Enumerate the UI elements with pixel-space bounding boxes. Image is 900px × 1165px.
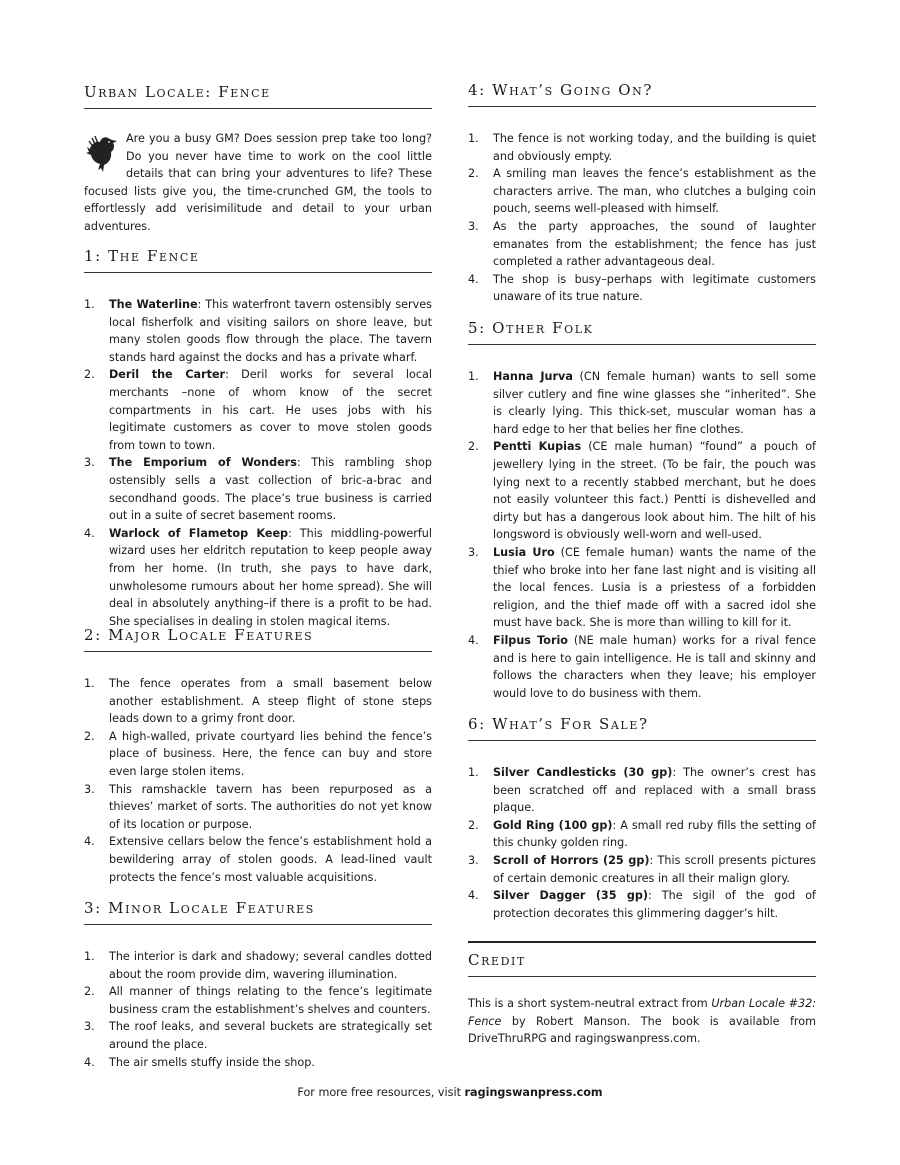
list-item: 4. The air smells stuffy inside the shop. [84,1055,315,1069]
going-on-list [468,130,816,306]
credit-heading: Credit [468,950,816,977]
going-on-heading: 4: What’s Going On? [468,80,816,107]
list-item: 2. A smiling man leaves the fence’s establishment as the characters arrive. The man, who clutches a bulging coin pouch, seems well-pleased with himself. [468,167,816,216]
list-item: 3. The Emporium of Wonders: This rambling shop ostensibly sells a vast collection of bric-a-brac and secondhand goods. The place’s true business is carried out in a suite of secret basement rooms. [84,456,432,523]
credit-divider [468,941,816,943]
intro-text: Are you a busy GM? Does session prep take too long? Do you never have time to work on the cool little details that can bring your adventures to life? These focused lists give you, the time-crunched GM, the tools to effortlessly add verisimilitude and detail to your urban adventures. [84,132,432,233]
title-section [84,82,432,109]
minor-section [84,898,432,1071]
list-item: 2. Deril the Carter: Deril works for several local merchants –none of whom know of the secret compartments in his cart. He uses jobs with his legitimate customers as cover to move stolen goods from town to town. [84,368,432,452]
major-section [84,625,432,886]
fence-heading: 1: The Fence [84,246,432,273]
list-item: 1. Hanna Jurva (CN female human) wants to sell some silver cutlery and fine wine glasses she “inherited”. She is clearly lying. This thick-set, muscular woman has a hard edge to her that belies her fine clothes. [468,370,816,436]
for-sale-heading: 6: What’s For Sale? [468,714,816,741]
credit-text: This is a short system-neutral extract from Urban Locale #32: Fence by Robert Manson. The book is available from DriveThruRPG and ragingswanpress.com. [468,997,817,1046]
major-heading: 2: Major Locale Features [84,625,432,652]
list-item: 3. The roof leaks, and several buckets are strategically set around the place. [84,1020,432,1051]
footer: For more free resources, visit ragingswanpress.com [297,1086,603,1099]
list-item: 2. Pentti Kupias (CE male human) “found” a pouch of jewellery lying in the street. (To be fair, the pouch was lying next to a recently stabbed merchant, but he does not easily volunteer this fact.) Pentti is dishevelled and dirty but has a dangerous look about him. The hilt of his longsword is obviously well-worn and well-used. [468,440,816,542]
list-item: 4. The shop is busy–perhaps with legitimate customers unaware of its true nature. [468,272,816,304]
minor-list [84,948,432,1071]
credit-section [468,950,816,1048]
other-folk-heading: 5: Other Folk [468,318,816,345]
for-sale-list [468,764,816,922]
minor-heading: 3: Minor Locale Features [84,898,432,925]
list-item: 3. Lusia Uro (CE female human) wants the name of the thief who broke into her fane last night and is visiting all the local fences. Lusia is a priestess of a forbidden religion, and the thief made off with a sacred idol she must have back. She is more than willing to kill for it. [468,545,816,630]
raven-logo-icon [84,132,118,174]
list-item: 4. Silver Dagger (35 gp): The sigil of the god of protection decorates this glimmering dagger’s hilt. [468,889,816,920]
other-folk-list [468,368,816,702]
list-item: 4. Warlock of Flametop Keep: This middling-powerful wizard uses her eldritch reputation to keep people away from her home. (In truth, she pays to have dark, unwholesome rumours about her home spread). She will deal in absolutely anything–if there is a profit to be had. She specialises in dealing in stolen magical items. [84,526,432,628]
list-item: 3. Scroll of Horrors (25 gp): This scroll presents pictures of certain demonic creatures in all their malign glory. [468,853,816,885]
list-item: 1. The fence operates from a small basement below another establishment. A steep flight of stone steps leads down to a grimy front door. [84,677,432,726]
list-item: 2. All manner of things relating to the fence’s legitimate business cram the establishment’s shelves and counters. [84,985,432,1016]
list-item: 2. Gold Ring (100 gp): A small red ruby fills the setting of this chunky golden ring. [468,818,816,850]
list-item: 1. The interior is dark and shadowy; several candles dotted about the room provide dim, wavering illumination. [84,950,432,981]
fence-section [84,246,432,630]
footer-link[interactable]: ragingswanpress.com [464,1086,603,1099]
list-item: 3. As the party approaches, the sound of laughter emanates from the establishment; the fence has just completed a rather advantageous deal. [468,219,816,269]
going-on-section [468,80,816,306]
list-item: 4. Extensive cellars below the fence’s establishment hold a bewildering array of stolen goods. A lead-lined vault protects the fence’s most valuable acquisitions. [84,835,432,884]
list-item: 1. Silver Candlesticks (30 gp): The owner’s crest has been scratched off and replaced with a small brass plaque. [468,766,816,815]
other-folk-section [468,318,816,702]
list-item: 1. The fence is not working today, and the building is quiet and obviously empty. [468,132,816,163]
major-list [84,675,432,886]
for-sale-section [468,714,816,922]
list-item: 4. Filpus Torio (NE male human) works for a rival fence and is here to gain intelligence. He is tall and skinny and follows the characters when they leave; his employer would love to do business with them. [468,633,817,700]
list-item: 1. The Waterline: This waterfront tavern ostensibly serves local fisherfolk and visiting sailors on shore leave, but many stolen goods flow through the place. The tavern stands hard against the docks and has a private wharf. [84,298,432,364]
list-item: 2. A high-walled, private courtyard lies behind the fence’s place of business. Here, the fence can buy and store even large stolen items. [84,729,432,778]
intro-section [84,130,432,236]
fence-list [84,296,432,630]
list-item: 3. This ramshackle tavern has been repurposed as a thieves’ market of sorts. The authorities do not yet know of its location or purpose. [84,782,432,831]
page-title: Urban Locale: Fence [84,82,432,109]
